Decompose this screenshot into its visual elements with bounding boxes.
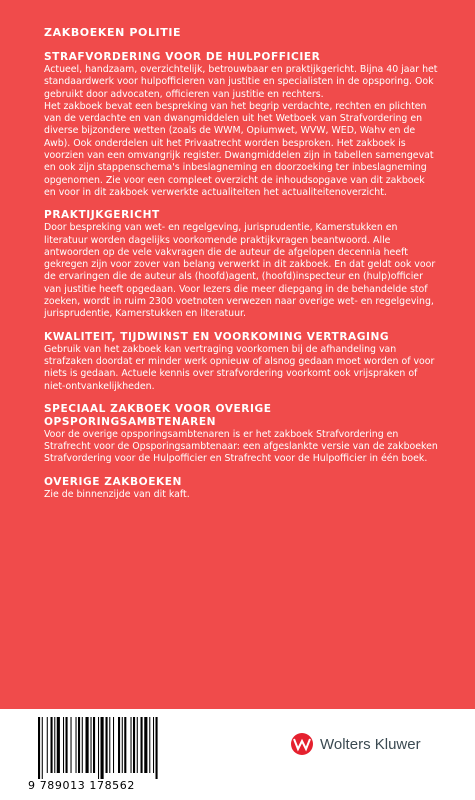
section-heading: PRAKTIJKGERICHT	[44, 209, 160, 222]
section-paragraph: Zie de binnenzijde van dit kaft.	[44, 488, 190, 500]
cover-footer	[0, 709, 475, 800]
publisher-name: Wolters Kluwer	[320, 735, 421, 753]
section-strafvordering	[44, 51, 439, 199]
cover-text	[44, 51, 439, 511]
section-paragraph: Voor de overige opsporingsambtenaren is er het zakboek Strafvordering en Strafrecht voor de Opsporingsambtenaar: een afgeslankte versie van de zakboeken Strafvordering voor de Hulpofficier en Strafrecht voor de Hulpofficier in één boek.	[44, 428, 438, 465]
barcode-icon	[36, 717, 206, 779]
section-paragraph: Door bespreking van wet- en regelgeving, jurisprudentie, Kamerstukken en literatuur worden dagelijks voorkomende praktijkvragen beantwoord. Alle antwoorden op de vele vakvragen die de auteur de afgelopen decennia heeft gekregen zijn voor zover van belang verwerkt in dit zakboek. En dat geldt ook voor de ervaringen die de auteur als (hoofd)agent, (hoofd)inspecteur en (hulp)officier van justitie heeft opgedaan. Voor lezers die meer diepgang in de behandelde stof zoeken, wordt in ruim 2300 voetnoten verwezen naar overige wet- en regelgeving, jurisprudentie, Kamerstukken en literatuur.	[44, 222, 436, 320]
section-heading: KWALITEIT, TIJDWINST EN VOORKOMING VERTRAGING	[44, 330, 390, 343]
section-heading: SPECIAAL ZAKBOEK VOOR OVERIGE OPSPORINGSAMBTENAREN	[44, 402, 272, 428]
isbn-barcode	[24, 715, 208, 797]
section-heading: STRAFVORDERING VOOR DE HULPOFFICIER	[44, 51, 321, 63]
section-heading: OVERIGE ZAKBOEKEN	[44, 475, 182, 488]
section-paragraph: Het zakboek bevat een bespreking van het begrip verdachte, rechten en plichten van de verdachte en van dwangmiddelen uit het Wetboek van Strafvordering en diverse bijzondere wetten (zoals de WWM, Opiumwet, WVW, WED, Wahv en de Awb). Ook onderdelen uit het Privaatrecht worden besproken. Het zakboek is voorzien van een omvangrijk register. Dwangmiddelen zijn in tabellen samengevat en ook zijn stappenschema's inbeslagneming en doorzoeking ter inbeslagneming opgenomen. Zie voor een compleet overzicht de inhoudsopgave van dit zakboek en voor in dit zakboek verwerkte actualiteiten het actualiteitenoverzicht.	[44, 100, 434, 198]
section-speciaal-zakboek	[44, 403, 439, 466]
publisher-logo	[290, 727, 421, 761]
series-label: ZAKBOEKEN POLITIE	[44, 26, 182, 39]
section-kwaliteit	[44, 331, 439, 393]
section-overige-zakboeken	[44, 476, 439, 501]
wolters-kluwer-logo-icon	[290, 732, 314, 756]
section-praktijkgericht	[44, 209, 439, 320]
section-paragraph: Gebruik van het zakboek kan vertraging voorkomen bij de afhandeling van strafzaken doordat er minder werk opnieuw of alsnog gedaan moet worden of voor niets is gedaan. Actuele kennis over strafvordering voorkomt ook vrijspraken of niet-ontvankelijkheden.	[44, 343, 435, 392]
isbn-number: 9 789013 178562	[28, 779, 135, 792]
section-paragraph: Actueel, handzaam, overzichtelijk, betrouwbaar en praktijkgericht. Bijna 40 jaar het standaardwerk voor hulpofficieren van justitie en specialisten in de opsporing. Ook gebruikt door advocaten, officieren van justitie en rechters.	[44, 64, 438, 100]
